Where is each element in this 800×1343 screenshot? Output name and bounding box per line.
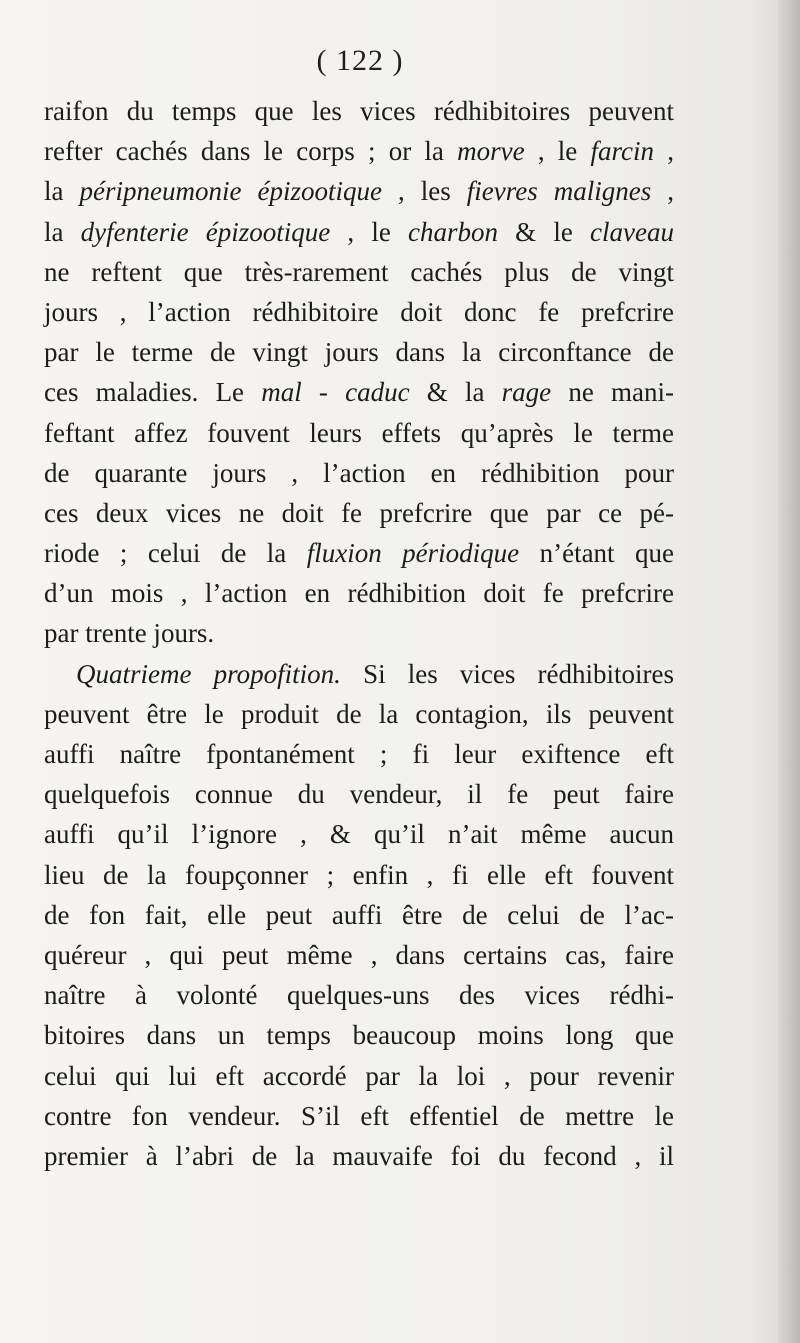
text-line: lieu de la foupçonner ; enfin , fi elle eft fouvent [44,859,674,890]
text-line: feftant affez fouvent leurs effets qu’après le terme [44,417,674,448]
text-line: par trente jours. [44,618,215,649]
text-line: peuvent être le produit de la contagion, ils peuvent [44,698,674,729]
text-line: ces maladies. Le mal - caduc & la rage ne mani- [44,377,674,408]
text-line: d’un mois , l’action en rédhibition doit fe prefcrire [44,578,674,609]
text-line: ces deux vices ne doit fe prefcrire que par ce pé- [44,497,674,528]
text-line: auffi naître fpontanément ; fi leur exiftence eft [44,739,674,769]
text-line: premier à l’abri de la mauvaife foi du fecond , il [44,1140,674,1171]
text-line: Quatrieme propofition. Si les vices rédhibitoires [76,658,674,689]
text-line: quelquefois connue du vendeur, il fe peut faire [44,779,674,810]
text-line: ne reftent que très-rarement cachés plus de vingt [44,256,674,287]
text-line: la dyfenterie épizootique , le charbon & le claveau [44,216,674,247]
text-line: refter cachés dans le corps ; or la morve , le farcin , [44,136,675,167]
text-line: de fon fait, elle peut auffi être de celui de l’ac- [44,899,674,930]
text-line: de quarante jours , l’action en rédhibition pour [44,457,674,488]
text-line: raifon du temps que les vices rédhibitoires peuvent [44,96,674,126]
text-line: contre fon vendeur. S’il eft effentiel de mettre le [44,1100,674,1131]
text-line: quéreur , qui peut même , dans certains cas, faire [44,939,674,970]
page-number: ( 122 ) [316,44,404,77]
text-line: jours , l’action rédhibitoire doit donc fe prefcrire [44,296,674,327]
text-line: celui qui lui eft accordé par la loi , pour revenir [44,1060,674,1091]
page-gutter-shadow [778,0,800,1343]
text-line: riode ; celui de la fluxion périodique n’étant que [44,538,675,569]
text-line: bitoires dans un temps beaucoup moins long que [44,1020,674,1051]
text-line: la péripneumonie épizootique , les fievres malignes , [44,176,674,207]
body-text [44,91,674,1176]
text-line: naître à volonté quelques-uns des vices rédhi- [44,980,674,1011]
text-line: par le terme de vingt jours dans la circonftance de [44,337,674,368]
text-line: auffi qu’il l’ignore , & qu’il n’ait même aucun [44,819,674,850]
